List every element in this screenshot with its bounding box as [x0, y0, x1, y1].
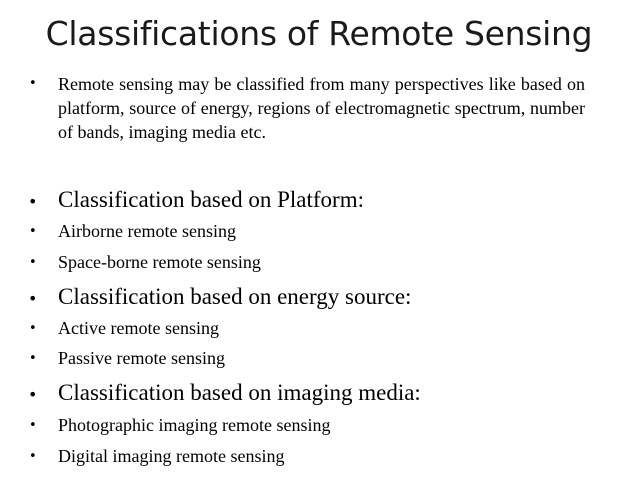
- bullet-text: Classification based on energy source:: [58, 284, 412, 309]
- bullet-icon: •: [29, 418, 37, 433]
- bullet-text: Passive remote sensing: [58, 348, 225, 368]
- bullet-text: Space-borne remote sensing: [58, 252, 261, 272]
- bullet-icon: •: [29, 351, 37, 366]
- bullet-icon: •: [29, 255, 37, 270]
- bullet-text: Remote sensing may be classified from many perspectives like based on platform, source of energy, regions of electromagnetic spectrum, number of bands, imaging media etc.: [58, 74, 585, 142]
- bullet-icon: •: [28, 385, 38, 404]
- bullet-icon: •: [29, 449, 37, 464]
- bullet-text: Airborne remote sensing: [58, 221, 236, 241]
- bullet-icon: •: [28, 289, 38, 308]
- bullet-text: Classification based on Platform:: [58, 187, 364, 212]
- bullet-text: Digital imaging remote sensing: [58, 446, 285, 466]
- bullet-icon: •: [29, 76, 37, 91]
- bullet-icon: •: [28, 192, 38, 211]
- slide-title: Classifications of Remote Sensing: [45, 14, 593, 53]
- bullet-text: Active remote sensing: [58, 318, 219, 338]
- bullet-text: Photographic imaging remote sensing: [58, 415, 331, 435]
- bullet-text: Classification based on imaging media:: [58, 380, 421, 405]
- bullet-icon: •: [29, 321, 37, 336]
- bullet-icon: •: [29, 224, 37, 239]
